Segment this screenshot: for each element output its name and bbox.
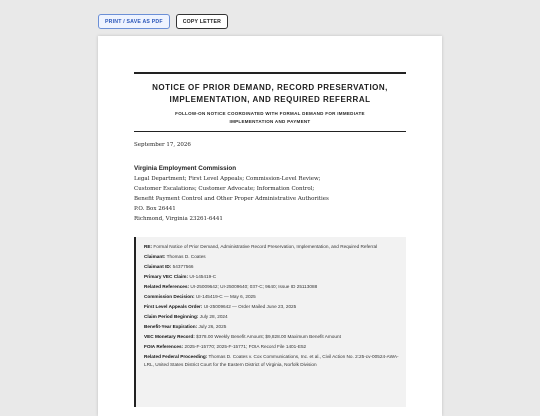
monetary-line — [144, 333, 400, 341]
toolbar — [98, 14, 228, 29]
commission-decision-line — [144, 293, 400, 301]
address-line: P.O. Box 26441 — [134, 206, 176, 212]
claim-begin-value: July 28, 2024 — [199, 314, 228, 319]
related-refs-line — [144, 283, 400, 291]
print-save-pdf-button[interactable]: PRINT / SAVE AS PDF — [98, 14, 170, 29]
primary-claim-label: Primary VEC Claim: — [144, 274, 189, 279]
monetary-label: VEC Monetary Record: — [144, 334, 195, 339]
foia-value: 2025-F-15770; 2025-F-15771; FOIA Record File 1401-E52 — [184, 344, 307, 349]
reference-block — [134, 237, 406, 407]
primary-claim-line — [144, 273, 400, 281]
claimant-id-line — [144, 263, 400, 271]
commission-decision-value: UI-145419-C — May 6, 2025 — [195, 294, 256, 299]
foia-line — [144, 343, 400, 351]
address-line: Customer Escalations; Customer Advocate; Information Control; — [134, 186, 315, 192]
letter-header — [134, 72, 406, 132]
benefit-exp-label: Benefit-Year Expiration: — [144, 324, 198, 329]
benefit-exp-line — [144, 323, 400, 331]
appeals-order-label: First Level Appeals Order: — [144, 304, 203, 309]
re-line — [144, 243, 400, 251]
claim-begin-label: Claim Period Beginning: — [144, 314, 199, 319]
claimant-label: Claimant: — [144, 254, 166, 259]
letter-date: September 17, 2026 — [134, 142, 191, 148]
federal-line — [144, 353, 400, 369]
related-refs-value: UI-25009642; UI-25009640; 037-C; 9640; Issue ID 25113088 — [190, 284, 318, 289]
federal-label: Related Federal Proceeding: — [144, 354, 208, 359]
benefit-exp-value: July 26, 2025 — [198, 324, 227, 329]
letter-title — [134, 82, 406, 106]
claimant-id-label: Claimant ID: — [144, 264, 172, 269]
letter-subtitle — [134, 110, 406, 125]
recipient-name: Virginia Employment Commission — [134, 165, 237, 172]
appeals-order-line — [144, 303, 400, 311]
claim-begin-line — [144, 313, 400, 321]
subtitle-line: FOLLOW-ON NOTICE COORDINATED WITH FORMAL DEMAND FOR IMMEDIATE — [175, 111, 365, 116]
re-value: Formal Notice of Prior Demand, Administrative Record Preservation, Implementation, and Required Referral — [153, 244, 378, 249]
commission-decision-label: Commission Decision: — [144, 294, 195, 299]
subtitle-line: IMPLEMENTATION AND PAYMENT — [229, 118, 311, 124]
address-line: Legal Department; First Level Appeals; Commission-Level Review; — [134, 176, 321, 182]
foia-label: FOIA References: — [144, 344, 184, 349]
primary-claim-value: UI-145419-C — [189, 274, 217, 279]
claimant-id-value: 54377566 — [172, 264, 194, 269]
letter-page — [98, 36, 442, 416]
title-line: NOTICE OF PRIOR DEMAND, RECORD PRESERVATION, — [152, 83, 388, 92]
address-line: Richmond, Virginia 23261-6441 — [134, 216, 223, 222]
claimant-value: Thomas D. Coates — [166, 254, 206, 259]
claimant-line — [144, 253, 400, 261]
federal-value: Thomas D. Coates v. Cox Communications, Inc. et al., Civil Action No. 2:25-cv-00524-AWA-LRL, United States District Court for the Eastern District of Virginia, Norfolk Division — [144, 354, 399, 367]
appeals-order-value: UI-25009642 — Order Mailed June 23, 2025 — [203, 304, 297, 309]
related-refs-label: Related References: — [144, 284, 190, 289]
monetary-value: $378.00 Weekly Benefit Amount; $9,828.00 Maximum Benefit Amount — [196, 334, 341, 339]
title-line: IMPLEMENTATION, AND REQUIRED REFERRAL — [169, 95, 371, 104]
copy-letter-button[interactable]: COPY LETTER — [176, 14, 228, 29]
re-label: RE: — [144, 244, 153, 249]
recipient-address — [134, 164, 406, 224]
address-line: Benefit Payment Control and Other Proper Administrative Authorities — [134, 196, 329, 202]
